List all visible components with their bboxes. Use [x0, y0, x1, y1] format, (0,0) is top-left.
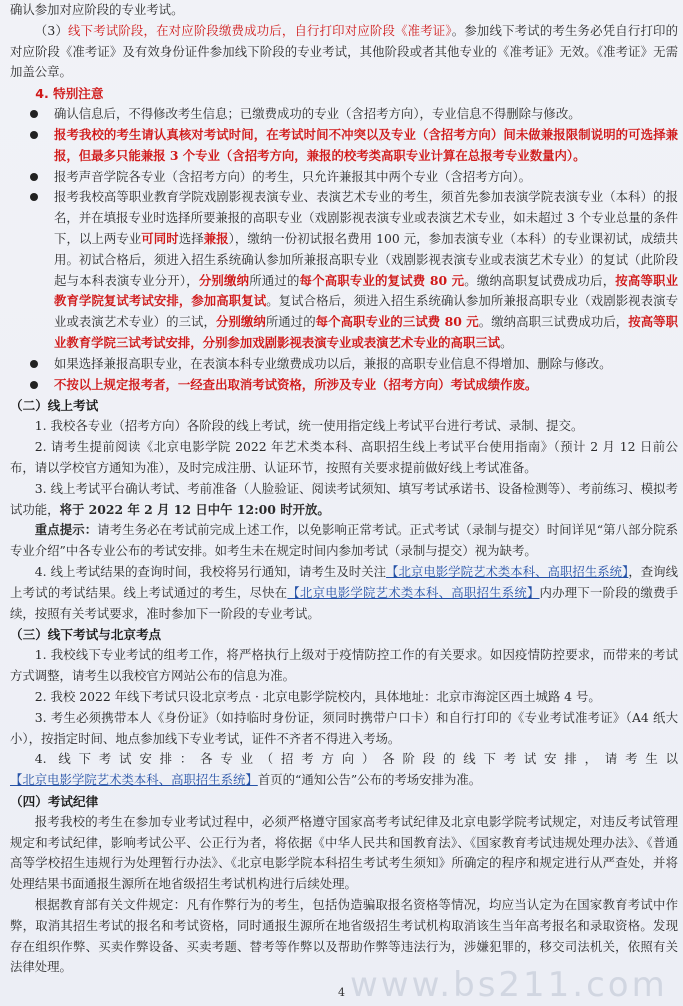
- paragraph: 2. 我校 2022 年线下考试只设北京考点 · 北京电影学院校内，具体地址：北京市海淀区西土城路 4 号。: [34, 688, 601, 704]
- watermark-text: www.bs211.com: [350, 965, 668, 1005]
- paragraph-confirm: 确认参加对应阶段的专业考试。: [10, 2, 184, 17]
- paragraph: 3. 线上考试平台确认考试、考前准备（人脸验证、阅读考试须知、填写考试承诺书、设备检测等）、考前练习、模拟考试功能，将于 2022 年 2 月 12 日中午 12:00 时开放。: [10, 480, 678, 517]
- bullet-icon: [30, 110, 38, 118]
- list-item: 报考我校高等职业教育学院戏剧影视表演专业、表演艺术专业的考生，须首先参加表演学院表演专业（本科）的报名，并在填报专业时选择所要兼报的高职专业（戏剧影视表演专业或表演艺术专业，如未超过 3 个专业总量的条件下，以上两专业可同时选择兼报），缴纳一份初试报名费用 100 元，参加表演专业（本科）的专业课初试，成绩共用。初试合格后，须进入招生系统确认参加所兼报高职专业（戏剧影视表演专业或表演艺术专业）的复试（此阶段起与本科表演专业分开），分别缴纳所通过的每个高职专业的复试费 80 元。缴纳高职复试费成功后，按高等职业教育学院复试考试安排，参加高职复试。复试合格后，须进入招生系统确认参加所兼报高职专业（戏剧影视表演专业或表演艺术专业）的三试，分别缴纳所通过的每个高职专业的三试费 80 元。缴纳高职三试费成功后，按高等职业教育学院三试考试安排，分别参加戏剧影视表演专业或表演艺术专业的高职三试。: [10, 187, 678, 353]
- admission-system-link[interactable]: 【北京电影学院艺术类本科、高职招生系统】: [386, 563, 629, 579]
- paragraph-key-tip: 重点提示：请考生务必在考试前完成上述工作，以免影响正常考试。正式考试（录制与提交）时间详见“第八部分院系专业介绍”中各专业公布的考试安排。如考生未在规定时间内参加考试（录制与提交）视为缺考。: [10, 522, 678, 559]
- bullet-icon: [30, 360, 38, 368]
- paragraph: 1. 我校线下专业考试的组考工作，将严格执行上级对于疫情防控工作的有关要求。如因疫情防控要求，而带来的考试方式调整，请考生以我校官方网站公布的信息为准。: [10, 647, 678, 684]
- paragraph: 2. 请考生提前阅读《北京电影学院 2022 年艺术类本科、高职招生线上考试平台使用指南》（预计 2 月 12 日前公布，请以学校官方通知为准），及时完成注册、认证环节，按照有关要求提前做好线上考试准备。: [10, 439, 678, 475]
- admission-system-link[interactable]: 【北京电影学院艺术类本科、高职招生系统】: [287, 584, 540, 600]
- list-item: 确认信息后，不得修改考生信息；已缴费成功的专业（含招考方向），专业信息不得删除与修改。: [10, 104, 678, 125]
- bullet-icon: [30, 381, 38, 389]
- paragraph: 4. 线上考试结果的查询时间，我校将另行通知，请考生及时关注【北京电影学院艺术类本科、高职招生系统】，查询线上考试的考试结果。线上考试通过的考生，尽快在【北京电影学院艺术类本科、高职招生系统】内办理下一阶段的缴费手续，按照有关考试要求，准时参加下一阶段的专业考试。: [10, 563, 679, 621]
- list-item: 不按以上规定报考者，一经查出取消考试资格，所涉及专业（招考方向）考试成绩作废。: [10, 375, 678, 396]
- section-heading-exam-discipline: （四）考试纪律: [10, 793, 99, 809]
- paragraph-offline-admission: （3）线下考试阶段，在对应阶段缴费成功后，自行打印对应阶段《准考证》。参加线下考试的考生务必凭自行打印的对应阶段《准考证》及有效身份证件参加线下阶段的专业考试，其他阶段或者其他专业的《准考证》无效。《准考证》无需加盖公章。: [10, 22, 678, 80]
- list-item: 报考我校的考生请认真核对考试时间，在考试时间不冲突以及专业（含招考方向）间未做兼报限制说明的可选择兼报，但最多只能兼报 3 个专业（含招考方向，兼报的校考类高职专业计算在总报考专业数量内）。: [10, 125, 678, 167]
- special-notes-list: [10, 104, 678, 395]
- list-item: 报考声音学院各专业（含招考方向）的考生，只允许兼报其中两个专业（含招考方向）。: [10, 167, 678, 188]
- section-heading-special-notes: 4. 特别注意: [35, 86, 104, 102]
- paragraph: 报考我校的考生在参加专业考试过程中，必须严格遵守国家高考考试纪律及北京电影学院考试规定，对违反考试管理规定和考试纪律，影响考试公平、公正行为者，将依据《中华人民共和国教育法》、《国家教育考试违规处理办法》、《普通高等学校招生违规行为处理暂行办法》、《北京电影学院本科招生考试考生须知》所确定的程序和规定进行从严查处，并将处理结果书面通报生源所在地省级招生考试机构进行后续处理。: [10, 813, 678, 892]
- document-body: [10, 0, 678, 978]
- paragraph: 根据教育部有关文件规定：凡有作弊行为的考生，包括伪造骗取报名资格等情况，均应当认定为在国家教育考试中作弊，取消其招生考试的报名和考试资格，同时通报生源所在地省级招生考试机构取消该生当年高考报名和录取资格。发现存在组织作弊、买卖作弊设备、买卖考题、替考等作弊以及帮助作弊等违法行为，涉嫌犯罪的，移交司法机关，依照有关法律处理。: [10, 897, 678, 975]
- paragraph: 1. 我校各专业（招考方向）各阶段的线上考试，统一使用指定线上考试平台进行考试、录制、提交。: [34, 418, 584, 434]
- list-item: 如果选择兼报高职专业，在表演本科专业缴费成功以后，兼报的高职专业信息不得增加、删除与修改。: [10, 354, 678, 375]
- page-number: 4: [338, 986, 345, 999]
- bullet-icon: [30, 173, 38, 181]
- section-heading-offline-exam: （三）线下考试与北京考点: [10, 627, 162, 643]
- section-heading-online-exam: （二）线上考试: [10, 398, 99, 414]
- admission-system-link[interactable]: 【北京电影学院艺术类本科、高职招生系统】: [10, 772, 258, 788]
- bullet-icon: [30, 131, 38, 139]
- paragraph: 3. 考生必须携带本人《身份证》（如持临时身份证，须同时携带户口卡）和自行打印的《专业考试准考证》（A4 纸大小），按指定时间、地点参加线下专业考试，证件不齐者不得进入考场。: [10, 709, 678, 746]
- bullet-icon: [30, 193, 38, 201]
- paragraph: 4. 线下考试安排：各专业（招考方向）各阶段的线下考试安排，请考生以【北京电影学院艺术类本科、高职招生系统】首页的“通知公告”公布的考场安排为准。: [10, 751, 678, 788]
